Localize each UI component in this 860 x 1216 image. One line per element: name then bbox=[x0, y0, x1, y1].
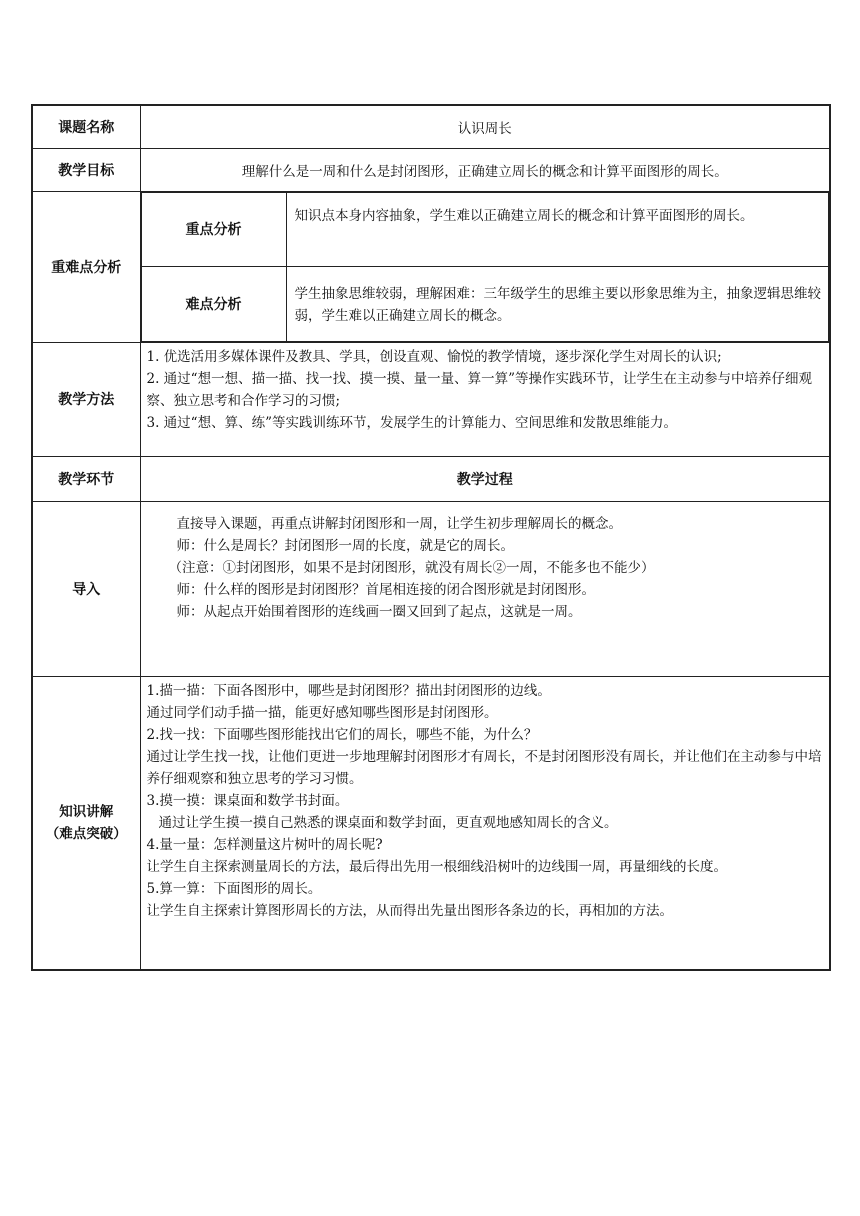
method-label: 教学方法 bbox=[32, 342, 140, 456]
knowledge-label-line2: （难点突破） bbox=[45, 825, 127, 842]
title-label: 课题名称 bbox=[32, 105, 140, 148]
knowledge-label bbox=[32, 676, 140, 970]
row-analysis bbox=[32, 191, 830, 342]
intro-line-1: 直接导入课题，再重点讲解封闭图形和一周，让学生初步理解周长的概念。 bbox=[176, 515, 622, 532]
method-line-1: 1. 优选活用多媒体课件及教具、学具，创设直观、愉悦的教学情境，逐步深化学生对周长的认识; bbox=[146, 348, 722, 365]
row-method bbox=[32, 342, 830, 456]
knowledge-line-5: 3.摸一摸：课桌面和数学书封面。 bbox=[146, 792, 349, 809]
method-line-2: 2. 通过“想一想、描一描、找一找、摸一摸、量一量、算一算”等操作实践环节，让学生在主动参与中培养仔细观察、独立思考和合作学习的习惯; bbox=[146, 370, 812, 409]
key-label: 重点分析 bbox=[141, 192, 286, 266]
row-knowledge bbox=[32, 676, 830, 970]
knowledge-line-6: 通过让学生摸一摸自己熟悉的课桌面和数学封面，更直观地感知周长的含义。 bbox=[158, 814, 618, 831]
intro-line-5: 师：从起点开始围着图形的连线画一圈又回到了起点，这就是一周。 bbox=[176, 603, 582, 620]
row-goal bbox=[32, 148, 830, 191]
difficulty-label: 难点分析 bbox=[141, 266, 286, 341]
goal-label: 教学目标 bbox=[32, 148, 140, 191]
knowledge-content bbox=[140, 676, 830, 970]
knowledge-line-10: 让学生自主探索计算图形周长的方法，从而得出先量出图形各条边的长，再相加的方法。 bbox=[146, 902, 673, 919]
stage-header-label: 教学环节 bbox=[32, 456, 140, 501]
knowledge-line-4: 通过让学生找一找，让他们更进一步地理解封闭图形才有周长，不是封闭图形没有周长，并让他们在主动参与中培养仔细观察和独立思考的学习习惯。 bbox=[146, 748, 822, 787]
intro-line-2: 师：什么是周长？封闭图形一周的长度，就是它的周长。 bbox=[176, 537, 514, 554]
knowledge-line-8: 让学生自主探索测量周长的方法，最后得出先用一根细线沿树叶的边线围一周，再量细线的长度。 bbox=[146, 858, 727, 875]
intro-content bbox=[140, 501, 830, 676]
row-header bbox=[32, 456, 830, 501]
intro-label: 导入 bbox=[32, 501, 140, 676]
process-header-label: 教学过程 bbox=[140, 456, 830, 501]
intro-line-4: 师：什么样的图形是封闭图形？首尾相连接的闭合图形就是封闭图形。 bbox=[176, 581, 595, 598]
key-value: 知识点本身内容抽象，学生难以正确建立周长的概念和计算平面图形的周长。 bbox=[286, 192, 829, 266]
goal-value: 理解什么是一周和什么是封闭图形，正确建立周长的概念和计算平面图形的周长。 bbox=[140, 148, 830, 191]
difficulty-row bbox=[141, 266, 829, 341]
analysis-cell bbox=[140, 191, 830, 342]
method-content bbox=[140, 342, 830, 456]
analysis-label: 重难点分析 bbox=[32, 191, 140, 342]
row-intro bbox=[32, 501, 830, 676]
knowledge-label-line1: 知识讲解 bbox=[59, 803, 114, 820]
knowledge-line-2: 通过同学们动手描一描，能更好感知哪些图形是封闭图形。 bbox=[146, 704, 498, 721]
row-title bbox=[32, 105, 830, 148]
knowledge-line-3: 2.找一找：下面哪些图形能找出它们的周长，哪些不能，为什么？ bbox=[146, 726, 538, 743]
analysis-inner-table bbox=[141, 192, 830, 342]
key-row bbox=[141, 192, 829, 266]
knowledge-line-1: 1.描一描：下面各图形中，哪些是封闭图形？描出封闭图形的边线。 bbox=[146, 682, 551, 699]
difficulty-value: 学生抽象思维较弱，理解困难：三年级学生的思维主要以形象思维为主，抽象逻辑思维较弱，学生难以正确建立周长的概念。 bbox=[286, 266, 829, 341]
method-line-3: 3. 通过“想、算、练”等实践训练环节，发展学生的计算能力、空间思维和发散思维能力。 bbox=[146, 414, 677, 431]
title-value: 认识周长 bbox=[140, 105, 830, 148]
knowledge-line-9: 5.算一算：下面图形的周长。 bbox=[146, 880, 322, 897]
intro-line-3: （注意：①封闭图形，如果不是封闭图形，就没有周长②一周，不能多也不能少） bbox=[168, 559, 655, 576]
lesson-plan-table bbox=[31, 104, 831, 971]
knowledge-line-7: 4.量一量：怎样测量这片树叶的周长呢? bbox=[146, 836, 383, 853]
